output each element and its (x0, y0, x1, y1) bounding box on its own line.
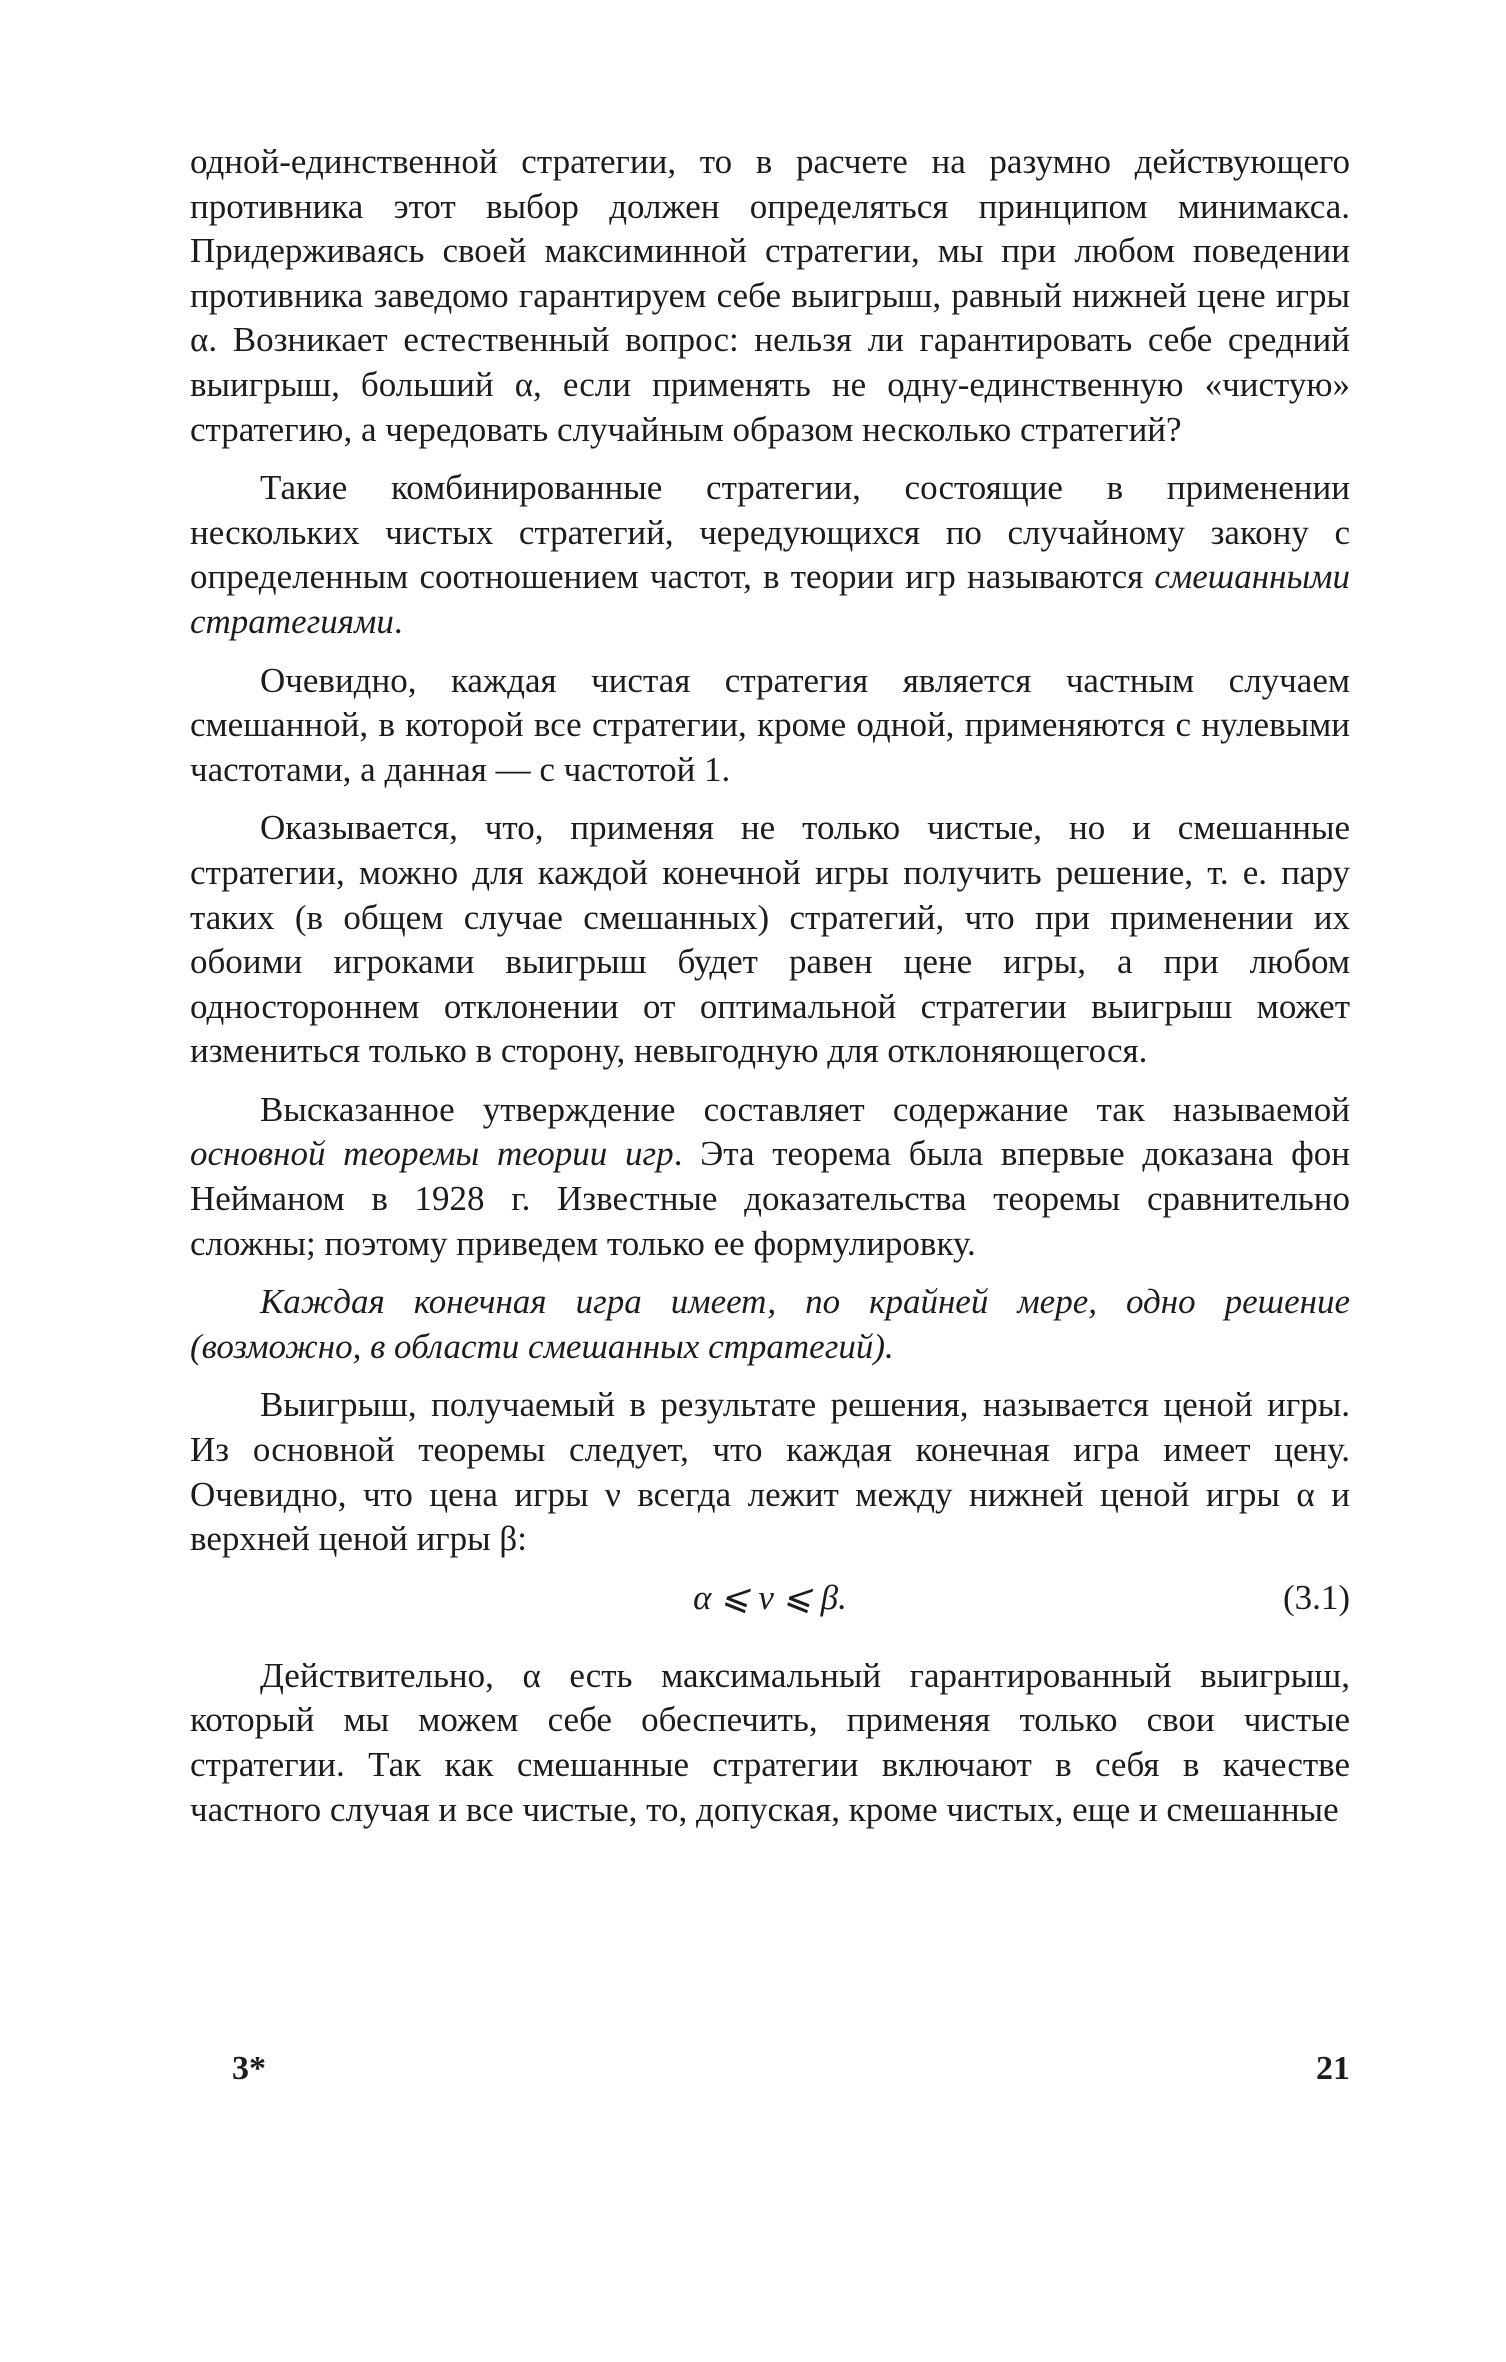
signature-mark: 3* (232, 2050, 266, 2087)
paragraph-continuation (190, 140, 1350, 452)
paragraph-text: Действительно, α есть максимальный гарантированный выигрыш, который мы можем себе обеспечить, применяя только свои чистые стратегии. Так как смешанные стратегии включают в себя в качестве частного случая и все чистые, то, допуская, кроме чистых, еще и смешанные (190, 1655, 1350, 1829)
paragraph-text: Такие комбинированные стратегии, состоящие в применении нескольких чистых стратегий, чередующихся по случайному закону с определенным соотношением частот, в теории игр называются (190, 468, 1350, 597)
paragraph-text: . (393, 601, 403, 641)
paragraph-mixed-strategies-definition (190, 466, 1350, 644)
paragraph-main-theorem (190, 1088, 1350, 1266)
paragraph-solution-exists (190, 806, 1350, 1074)
term-main-theorem: основной теоремы теории игр (190, 1134, 674, 1174)
paragraph-text: одной-единственной стратегии, то в расчете на разумно действующего противника этот выбор должен определяться принципом минимакса. Придерживаясь своей максиминной стратегии, мы при любом поведении противника заведомо гарантируем себе выигрыш, равный нижней цене игры α. Возникает естественный вопрос: нельзя ли гарантировать себе средний выигрыш, больший α, если применять не одну-единственную «чистую» стратегию, а чередовать случайным образом несколько стратегий? (190, 142, 1350, 449)
theorem-text: Каждая конечная игра имеет, по крайней мере, одно решение (возможно, в области смешанных стратегий). (190, 1282, 1350, 1366)
paragraph-game-value (190, 1383, 1350, 1561)
formula-row (190, 1576, 1350, 1628)
page-number: 21 (1316, 2050, 1350, 2087)
term-mixed-strategies: смешанными стратегиями (190, 557, 1350, 641)
paragraph-text: Очевидно, каждая чистая стратегия является частным случаем смешанной, в которой все стратегии, кроме одной, применяются с нулевыми частотами, а данная — с частотой 1. (190, 660, 1350, 789)
paragraph-text: . Эта теорема была впервые доказана фон Нейманом в 1928 г. Известные доказательства теоремы сравнительно сложны; поэтому приведем только ее формулировку. (190, 1134, 1350, 1263)
paragraph-proof-start (190, 1654, 1350, 1832)
paragraph-text: Высказанное утверждение составляет содержание так называемой (260, 1089, 1350, 1129)
page-body (190, 140, 1350, 1846)
paragraph-text: Выигрыш, получаемый в результате решения, называется ценой игры. Из основной теоремы следует, что каждая конечная игра имеет цену. Очевидно, что цена игры ν всегда лежит между нижней ценой игры α и верхней ценой игры β: (190, 1385, 1350, 1559)
formula-number: (3.1) (1282, 1577, 1350, 1617)
formula: α ⩽ ν ⩽ β. (693, 1577, 847, 1617)
theorem-statement (190, 1280, 1350, 1369)
paragraph-text: Оказывается, что, применяя не только чистые, но и смешанные стратегии, можно для каждой конечной игры получить решение, т. е. пару таких (в общем случае смешанных) стратегий, что при применении их обоими игроками выигрыш будет равен цене игры, а при любом одностороннем отклонении от оптимальной стратегии выигрыш может измениться только в сторону, невыгодную для отклоняющегося. (190, 808, 1350, 1071)
paragraph-pure-as-special-case (190, 659, 1350, 793)
